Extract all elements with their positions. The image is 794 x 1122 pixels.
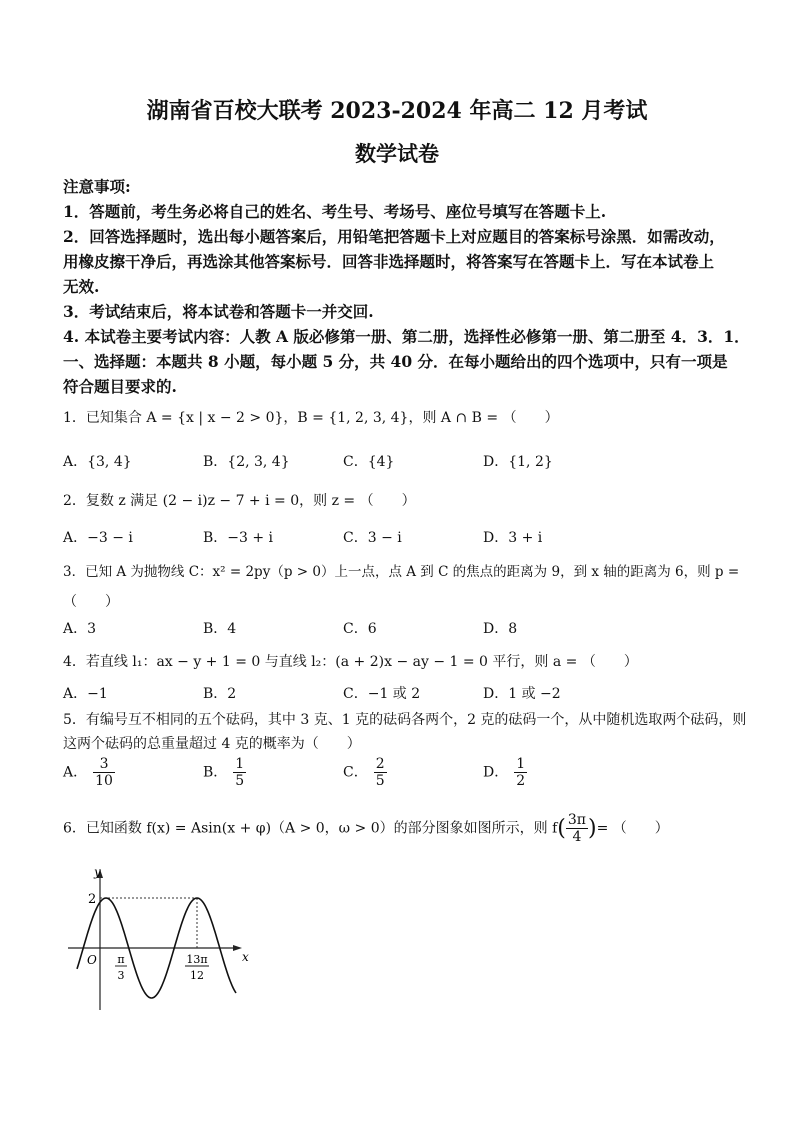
question-4-stem: 4．若直线 l₁：ax − y + 1 = 0 与直线 l₂：(a + 2)x − ay − 1 = 0 平行，则 a = （ ） bbox=[63, 654, 638, 670]
section-heading-cont: 符合题目要求的. bbox=[63, 377, 177, 396]
question-1-stem: 1．已知集合 A = {x | x − 2 > 0}，B = {1, 2, 3, 4}，则 A ∩ B = （ ） bbox=[63, 410, 559, 426]
question-5-option-c bbox=[343, 756, 387, 789]
right-paren: ) bbox=[587, 816, 597, 842]
question-2-option-c: C．3 − i bbox=[343, 530, 402, 546]
fraction bbox=[566, 812, 588, 845]
question-4-option-b: B．2 bbox=[203, 686, 237, 702]
question-2-option-d: D．3 + i bbox=[483, 530, 543, 546]
option-letter: B． bbox=[203, 764, 228, 781]
fraction-denominator: 5 bbox=[235, 773, 245, 790]
x-axis-label: x bbox=[242, 950, 249, 964]
section-heading: 一、选择题：本题共 8 小题，每小题 5 分，共 40 分．在每小题给出的四个选项中，只有一项是 bbox=[63, 352, 728, 371]
fraction-denominator: 10 bbox=[95, 773, 113, 790]
note-item-3: 3．考试结束后，将本试卷和答题卡一并交回. bbox=[63, 302, 374, 321]
y-axis-label: y bbox=[94, 865, 101, 879]
question-4-option-d: D．1 或 −2 bbox=[483, 686, 561, 702]
option-letter: A． bbox=[63, 764, 88, 781]
question-4-option-a: A．−1 bbox=[63, 686, 108, 702]
origin-label: O bbox=[87, 953, 97, 967]
note-item-2-cont: 用橡皮擦干净后，再选涂其他答案标号．回答非选择题时，将答案写在答题卡上．写在本试卷上 bbox=[63, 252, 715, 271]
question-6-stem bbox=[63, 812, 743, 845]
question-1-option-d: D．{1, 2} bbox=[483, 454, 553, 470]
option-letter: D． bbox=[483, 764, 509, 781]
question-2-option-b: B．−3 + i bbox=[203, 530, 274, 546]
fraction-numerator: 3 bbox=[93, 756, 115, 773]
question-2-stem: 2．复数 z 满足 (2 − i)z − 7 + i = 0，则 z = （ ） bbox=[63, 493, 416, 509]
fraction-numerator: 3π bbox=[567, 812, 586, 828]
tick-13pi-over-12-den: 12 bbox=[190, 969, 204, 982]
notes-heading: 注意事项: bbox=[63, 177, 131, 196]
fraction-denominator: 4 bbox=[572, 829, 582, 846]
question-1-option-b: B．{2, 3, 4} bbox=[203, 454, 290, 470]
note-item-4: 4. 本试卷主要考试内容：人教 A 版必修第一册、第二册，选择性必修第一册、第二册至 4．3．1． bbox=[63, 327, 750, 346]
question-2-option-a: A．−3 − i bbox=[63, 530, 133, 546]
fraction bbox=[374, 756, 387, 789]
tick-13pi-over-12-num: 13π bbox=[186, 953, 208, 966]
question-5-option-a bbox=[63, 756, 115, 789]
max-value-label: 2 bbox=[88, 892, 97, 907]
fraction bbox=[514, 756, 527, 789]
tick-pi-over-3-den: 3 bbox=[117, 969, 125, 982]
question-3-option-b: B．4 bbox=[203, 621, 237, 637]
question-6-end: = （ ） bbox=[596, 820, 669, 837]
note-item-2: 2．回答选择题时，选出每小题答案后，用铅笔把答题卡上对应题目的答案标号涂黑．如需改动， bbox=[63, 227, 725, 246]
exam-title: 湖南省百校大联考 2023-2024 年高二 12 月考试 bbox=[146, 98, 648, 124]
question-6-text: 6．已知函数 f(x) = Asin(x + φ)（A > 0，ω > 0）的部分图象如图所示，则 f bbox=[63, 820, 558, 837]
question-3-stem-cont: （ ） bbox=[63, 594, 119, 610]
note-item-1: 1．答题前，考生务必将自己的姓名、考生号、考场号、座位号填写在答题卡上. bbox=[63, 202, 607, 221]
sine-graph-figure bbox=[60, 860, 260, 1015]
fraction-numerator: 1 bbox=[235, 756, 245, 772]
tick-pi-over-3-num: π bbox=[117, 953, 125, 966]
question-1-option-c: C．{4} bbox=[343, 454, 395, 470]
fraction-numerator: 1 bbox=[516, 756, 526, 772]
option-letter: C． bbox=[343, 764, 368, 781]
fraction bbox=[93, 756, 115, 789]
question-3-option-c: C．6 bbox=[343, 621, 377, 637]
question-3-option-a: A．3 bbox=[63, 621, 97, 637]
question-5-option-d bbox=[483, 756, 527, 789]
question-1-option-a: A．{3, 4} bbox=[63, 454, 132, 470]
question-5-option-b bbox=[203, 756, 246, 789]
exam-subtitle: 数学试卷 bbox=[355, 141, 439, 166]
question-5-stem: 5．有编号互不相同的五个砝码，其中 3 克、1 克的砝码各两个，2 克的砝码一个，从中随机选取两个砝码，则 bbox=[63, 712, 747, 728]
x-axis-arrow bbox=[233, 945, 242, 951]
question-4-option-c: C．−1 或 2 bbox=[343, 686, 421, 702]
note-item-2-end: 无效. bbox=[63, 277, 100, 296]
fraction-denominator: 2 bbox=[516, 773, 526, 790]
question-3-option-d: D．8 bbox=[483, 621, 518, 637]
question-5-stem-cont: 这两个砝码的总重量超过 4 克的概率为（ ） bbox=[63, 736, 361, 752]
fraction-numerator: 2 bbox=[375, 756, 385, 772]
fraction-denominator: 5 bbox=[375, 773, 385, 790]
question-3-stem: 3．已知 A 为抛物线 C：x² = 2py（p > 0）上一点，点 A 到 C 的焦点的距离为 9，到 x 轴的距离为 6，则 p = bbox=[63, 564, 740, 580]
left-paren: ( bbox=[557, 816, 566, 842]
fraction bbox=[233, 756, 246, 789]
